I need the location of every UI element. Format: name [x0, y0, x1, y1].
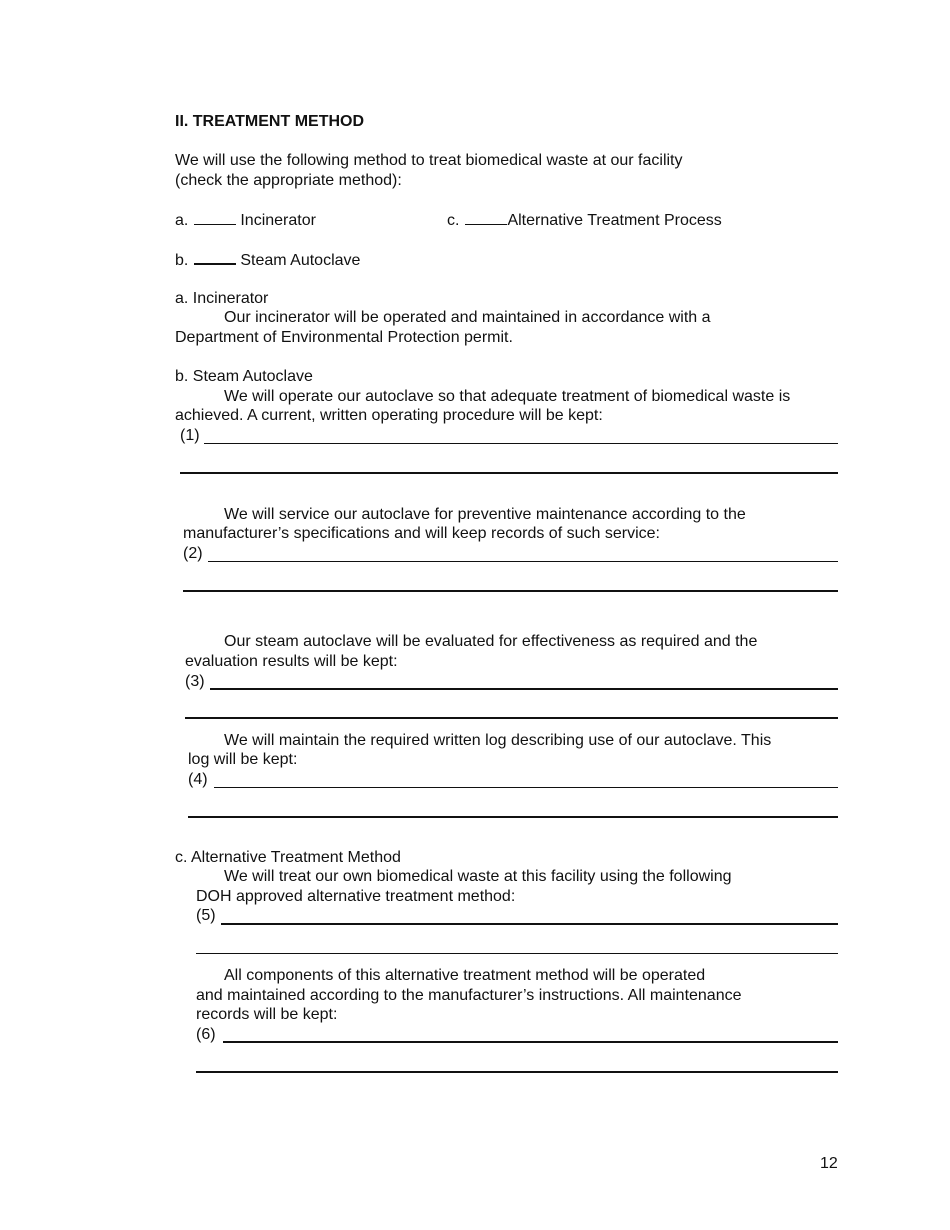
field-3-line-b[interactable]: [185, 717, 838, 719]
field-1-line-b[interactable]: [180, 472, 838, 474]
field-6-line-a[interactable]: [223, 1041, 838, 1043]
field-6-line-b[interactable]: [196, 1071, 838, 1073]
alternative-p1-line-1: We will treat our own biomedical waste at this facility using the following: [224, 868, 732, 885]
alternative-p1-line-2: DOH approved alternative treatment method:: [196, 888, 516, 905]
page-number: 12: [820, 1155, 838, 1172]
field-5-line-a[interactable]: [221, 923, 838, 925]
alternative-p2-line-3: records will be kept:: [196, 1006, 338, 1023]
option-c-letter: c.: [447, 212, 460, 229]
field-2-label: (2): [183, 545, 203, 562]
option-c: [447, 210, 722, 231]
intro-line-2: (check the appropriate method):: [175, 172, 402, 189]
incinerator-heading: a. Incinerator: [175, 290, 269, 307]
incinerator-line-2: Department of Environmental Protection permit.: [175, 329, 513, 346]
field-3-line-a[interactable]: [210, 688, 838, 690]
steam-p1-line-2: achieved. A current, written operating procedure will be kept:: [175, 407, 603, 424]
alternative-heading: c. Alternative Treatment Method: [175, 849, 401, 866]
field-2-line-a[interactable]: [208, 561, 838, 562]
option-b-checkbox-blank[interactable]: [194, 249, 236, 265]
field-1-label: (1): [180, 427, 200, 444]
field-4-line-b[interactable]: [188, 816, 838, 818]
steam-p3-line-2: evaluation results will be kept:: [185, 653, 398, 670]
steam-p2-line-2: manufacturer’s specifications and will keep records of such service:: [183, 525, 660, 542]
option-b-letter: b.: [175, 252, 189, 269]
alternative-p2-line-1: All components of this alternative treatment method will be operated: [224, 967, 706, 984]
field-3-label: (3): [185, 673, 205, 690]
alternative-p2-line-2: and maintained according to the manufacturer’s instructions. All maintenance: [196, 987, 742, 1004]
option-a-label: Incinerator: [240, 212, 316, 229]
steam-p2-line-1: We will service our autoclave for preventive maintenance according to the: [224, 506, 746, 523]
steam-p3-line-1: Our steam autoclave will be evaluated for effectiveness as required and the: [224, 633, 758, 650]
steam-p4-line-2: log will be kept:: [188, 751, 298, 768]
field-2-line-b[interactable]: [183, 590, 838, 592]
option-a-letter: a.: [175, 212, 189, 229]
option-c-checkbox-blank[interactable]: [465, 210, 507, 225]
incinerator-line-1: Our incinerator will be operated and maintained in accordance with a: [224, 309, 711, 326]
option-a-checkbox-blank[interactable]: [194, 210, 236, 225]
option-b: [175, 249, 360, 271]
intro-line-1: We will use the following method to treat biomedical waste at our facility: [175, 152, 683, 169]
field-4-label: (4): [188, 771, 208, 788]
field-1-line-a[interactable]: [204, 443, 838, 444]
option-b-label: Steam Autoclave: [240, 252, 361, 269]
option-a: [175, 210, 316, 231]
steam-heading: b. Steam Autoclave: [175, 368, 313, 385]
field-6-label: (6): [196, 1026, 216, 1043]
field-5-line-b[interactable]: [196, 953, 838, 954]
field-5-label: (5): [196, 907, 216, 924]
section-title: II. TREATMENT METHOD: [175, 113, 365, 130]
field-4-line-a[interactable]: [214, 787, 838, 788]
steam-p4-line-1: We will maintain the required written log describing use of our autoclave. This: [224, 732, 772, 749]
option-c-label: Alternative Treatment Process: [507, 212, 722, 229]
steam-p1-line-1: We will operate our autoclave so that adequate treatment of biomedical waste is: [224, 388, 791, 405]
